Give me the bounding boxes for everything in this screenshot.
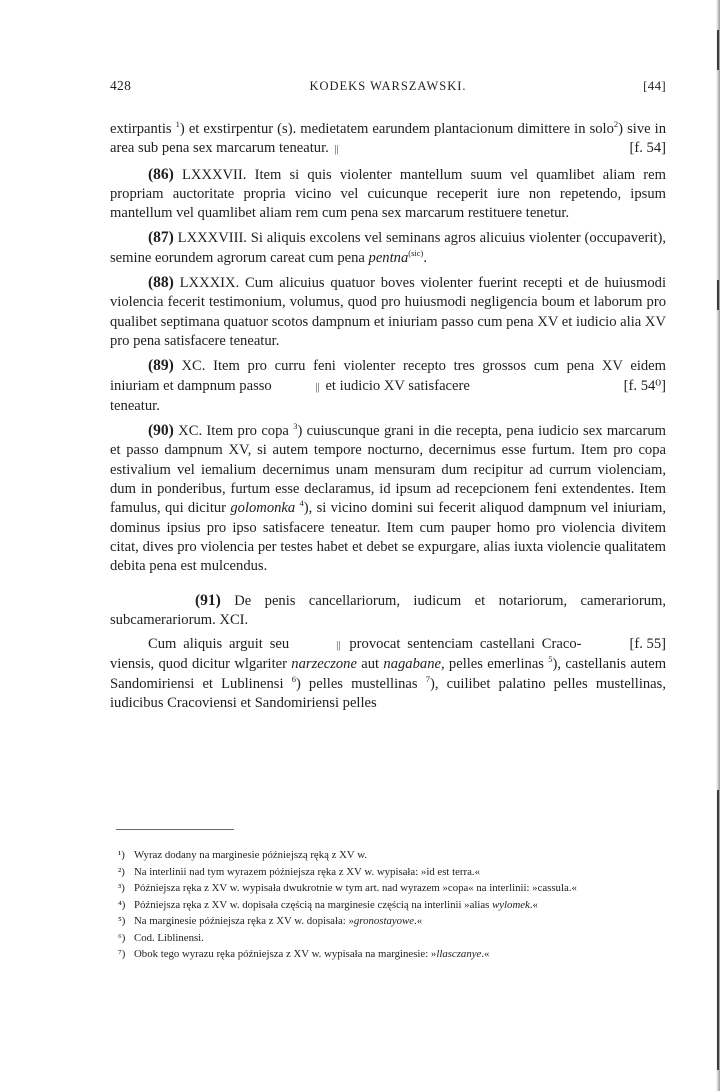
article-87: (87) LXXXVIII. Si aliquis excolens vel seminans agros alicuius violenter (occupaverit), semine eorundem agrorum careat cum pena pentna$^{(sic)}$. xyxy=(110,229,666,266)
footnote-number: ³) xyxy=(118,882,125,894)
vernacular-term: narzeczone xyxy=(291,656,357,673)
footnote-number: ¹) xyxy=(118,849,125,861)
footnote-ref[interactable]: 2 xyxy=(613,119,619,129)
folio-marker: [f. 55] xyxy=(629,636,666,653)
footnote-separator xyxy=(116,829,234,830)
footnote-ref[interactable]: 1 xyxy=(175,119,180,129)
footnote-5: ⁵) Na marginesie późniejsza ręka z XV w. dopisała: »gronostayowe.« xyxy=(110,913,666,930)
footnote-6: ⁶) Cod. Liblinensi. xyxy=(110,930,666,947)
footnote-number: ²) xyxy=(118,865,125,878)
main-text xyxy=(110,120,666,718)
footnote-7: ⁷) Obok tego wyrazu ręka późniejsza z XV w. wypisała na marginesie: »llasczanye.« xyxy=(110,946,666,963)
article-91-heading: (91) De penis cancellariorum, iudicum et notariorum, camerariorum, subcamerariorum. XCI. xyxy=(110,591,666,628)
scan-edge-mark xyxy=(717,30,719,70)
footnote-1: ¹) Wyraz dodany na marginesie późniejszą ręką z XV w. xyxy=(110,847,666,864)
page-number: 428 xyxy=(110,78,132,93)
article-86: (86) LXXXVII. Item si quis violenter mantellum suum vel quamlibet aliam rem propriam auctoritate propria vicino vel cuicunque receperit iure non repetendo, ipsum mantellum vel quamlibet aliam rem cum pena sex marcarum restituere tenetur. xyxy=(110,165,666,222)
vernacular-term: nagabane, xyxy=(383,656,445,673)
section-signature: [44] xyxy=(643,78,666,93)
footnote-ref[interactable]: 4 xyxy=(299,498,304,509)
footnote-ref[interactable]: 5 xyxy=(548,654,553,665)
article-89: (89) XC. Item pro curru feni violenter recepto tres grossos cum pena XV eidem iniuriam et dampnum passo || et iudicio XV satisfacere [f. 54⁰] teneatur. xyxy=(110,357,666,414)
article-90: (90) XC. Item pro copa $^3$) cuiuscunque grani in die recepta, pena iudicio sex marcarum et passo dampnum XV, si autem tempore nocturno, decernimus esse furtum. Item pro copa estivalium vel iemalium decernimus unam mensuram dum recipitur ad currum violenciam, dum in ponderibus, furtum esse declaramus, id ipsum ad recepcionem feni extendentes. Item famulus, qui dicitur golomonka $^4$), si vicino domini sui fecerit aliquod dampnum vel iniuriam, dominus ipsius pro ipso satisfacere teneatur. Item cum pauper homo pro violencia divitem citat, dives pro violencia per testes habet et debet se expurgare, alias iuxta violencie qualitatem debita pena est mulcendus. xyxy=(110,421,666,575)
paragraph-continuation: extirpantis $^1$) et exstirpentur (s). medietatem earundem plantacionum dimittere in solo$^2$) sive in area sub pena sex marcarum teneatur. || [f. 54] xyxy=(110,120,666,160)
sic-mark: (sic) xyxy=(408,247,424,258)
folio-break-mark: || xyxy=(334,143,339,156)
footnote-number: ⁴) xyxy=(118,898,126,911)
footnotes xyxy=(110,847,666,963)
folio-break-mark: || xyxy=(336,639,341,652)
footnote-number: ⁶) xyxy=(118,931,126,944)
article-92: Cum aliquis arguit seu || provocat sentenciam castellani Craco- [f. 55] viensis, quod dicitur wlgariter narzeczone aut nagabane, pelles emerlinas $^5$), castellanis autem Sandomiriensi et Lublinensi $^6$) pelles mustellinas $^7$), cuilibet palatino pelles mustellinas, iudicibus Cracoviensi et Sandomiriensi pelles xyxy=(110,636,667,712)
article-number: (89) xyxy=(148,357,174,375)
folio-marker: [f. 54] xyxy=(629,140,666,157)
article-number: (86) xyxy=(148,165,174,183)
footnote-number: ⁵) xyxy=(118,915,126,927)
folio-marker: [f. 54⁰] xyxy=(623,377,666,394)
footnote-number: ⁷) xyxy=(118,948,126,960)
footnote-4: ⁴) Późniejsza ręka z XV w. dopisała częścią na marginesie częścią na interlinii »alias wylomek.« xyxy=(110,897,666,914)
article-number: (87) xyxy=(148,229,174,247)
footnote-2: ²) Na interlinii nad tym wyrazem późniejsza ręka z XV w. wypisała: »id est terra.« xyxy=(110,864,666,881)
vernacular-term: pentna xyxy=(368,249,409,266)
running-title: KODEKS WARSZAWSKI. xyxy=(309,79,467,93)
scan-edge-mark xyxy=(717,280,719,310)
article-number: (91) xyxy=(195,591,221,609)
article-number: (88) xyxy=(148,274,174,292)
scan-edge-mark xyxy=(717,790,719,1070)
footnote-ref[interactable]: 3 xyxy=(293,421,298,432)
running-header xyxy=(110,78,666,98)
footnote-ref[interactable]: 6 xyxy=(291,673,296,684)
vernacular-term: golomonka xyxy=(230,500,296,517)
footnote-3: ³) Późniejsza ręka z XV w. wypisała dwukrotnie w tym art. nad wyrazem »copa« na interlinii: »cassula.« xyxy=(110,880,666,897)
article-88: (88) LXXXIX. Cum alicuius quatuor boves violenter fuerint recepti et de huiusmodi violencia fecerit testimonium, volumus, quod pro huiusmodi negligencia boum et laborum pro qualibet septimana quatuor scotos dampnum et iniuriam passo cum pena XV et iudicio alia XV pro pena satisfacere teneatur. xyxy=(110,274,666,349)
footnote-ref[interactable]: 7 xyxy=(425,673,430,684)
article-number: (90) xyxy=(148,422,174,440)
folio-break-mark: || xyxy=(315,380,320,393)
